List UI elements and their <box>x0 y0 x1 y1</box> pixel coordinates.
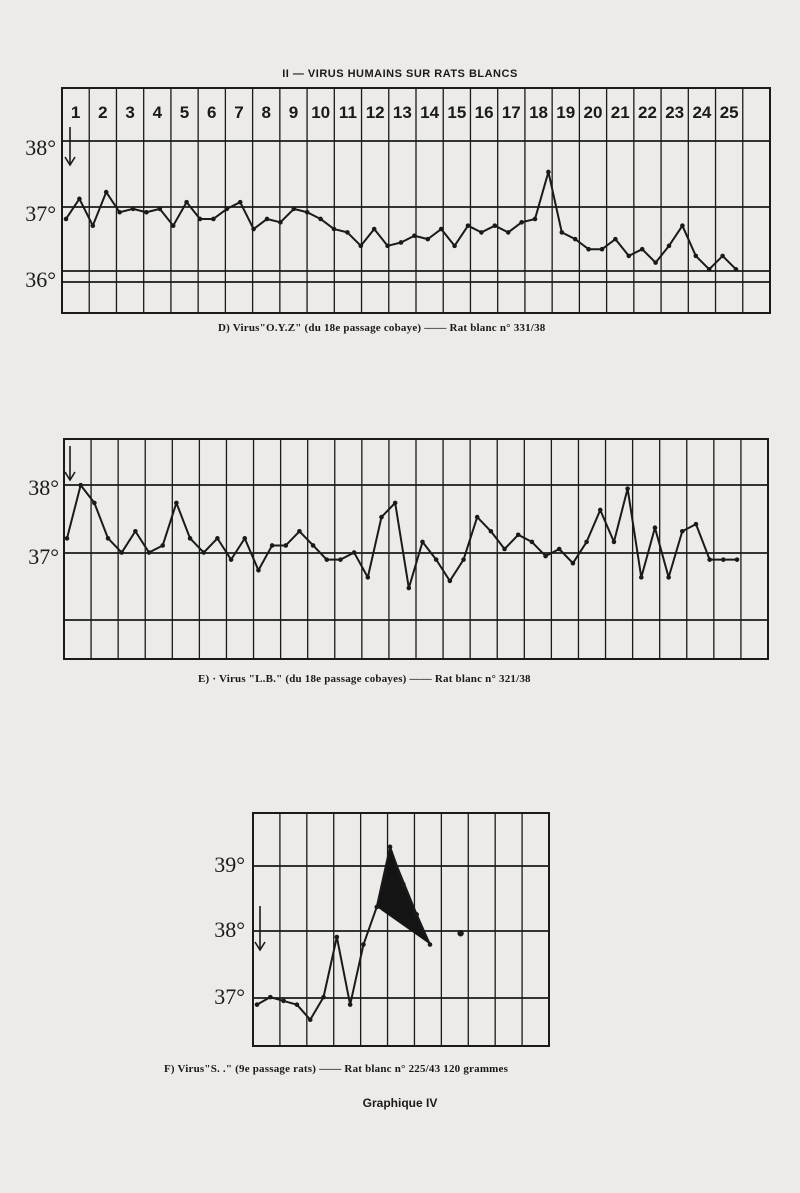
y-tick-label: 37° <box>25 201 56 226</box>
day-label: 13 <box>392 103 412 122</box>
data-point <box>414 912 419 917</box>
data-point <box>268 995 273 1000</box>
y-tick-label: 38° <box>214 917 245 942</box>
day-label: 21 <box>610 103 630 122</box>
day-label: 19 <box>556 103 576 122</box>
day-label: 6 <box>207 103 217 122</box>
day-label: 12 <box>365 103 385 122</box>
day-label: 5 <box>179 103 190 122</box>
y-tick-label: 37° <box>28 544 59 569</box>
chart-d-caption: D) Virus"O.Y.Z" (du 18e passage cobaye) —— Rat blanc n° 331/38 <box>218 322 546 334</box>
day-label: 20 <box>583 103 603 122</box>
day-label: 1 <box>70 103 81 122</box>
fever-peak-area <box>377 847 430 945</box>
day-label: 16 <box>474 103 494 122</box>
day-label: 17 <box>501 103 521 122</box>
data-point <box>295 1002 300 1007</box>
graph-footer: Graphique IV <box>362 1096 438 1110</box>
y-tick-label: 36° <box>25 267 56 292</box>
day-label: 7 <box>234 103 244 122</box>
data-point <box>335 935 340 940</box>
day-label: 2 <box>98 103 108 122</box>
data-point <box>308 1017 313 1022</box>
day-label: 18 <box>529 103 548 122</box>
y-tick-label: 37° <box>214 984 245 1009</box>
page-header: II — VIRUS HUMAINS SUR RATS BLANCS <box>282 68 518 80</box>
y-tick-label: 38° <box>28 475 59 500</box>
day-label: 4 <box>152 103 163 122</box>
data-point <box>348 1002 353 1007</box>
temperature-line <box>257 847 430 1020</box>
data-point <box>374 905 379 910</box>
day-label: 22 <box>638 103 657 122</box>
chart-f-caption: F) Virus"S. ." (9e passage rats) —— Rat blanc n° 225/43 120 grammes <box>164 1063 509 1075</box>
chart-e-caption: E) · Virus "L.B." (du 18e passage cobayes) —— Rat blanc n° 321/38 <box>198 673 531 685</box>
day-label: 10 <box>311 103 331 122</box>
data-point <box>321 995 326 1000</box>
chart-frame <box>253 813 549 1046</box>
data-point <box>457 930 463 936</box>
day-label: 11 <box>338 103 357 122</box>
day-label: 3 <box>125 103 135 122</box>
day-label: 24 <box>692 103 712 122</box>
y-tick-label: 39° <box>214 852 245 877</box>
y-tick-label: 38° <box>25 135 56 160</box>
data-point <box>428 942 433 947</box>
day-label: 15 <box>447 103 467 122</box>
day-label: 9 <box>288 103 299 122</box>
day-label: 8 <box>261 103 271 122</box>
data-point <box>388 845 393 850</box>
data-point <box>401 882 406 887</box>
data-point <box>281 999 286 1004</box>
data-point <box>255 1002 260 1007</box>
day-label: 23 <box>665 103 685 122</box>
day-label: 25 <box>719 103 739 122</box>
day-label: 14 <box>420 103 440 122</box>
data-point <box>361 942 366 947</box>
